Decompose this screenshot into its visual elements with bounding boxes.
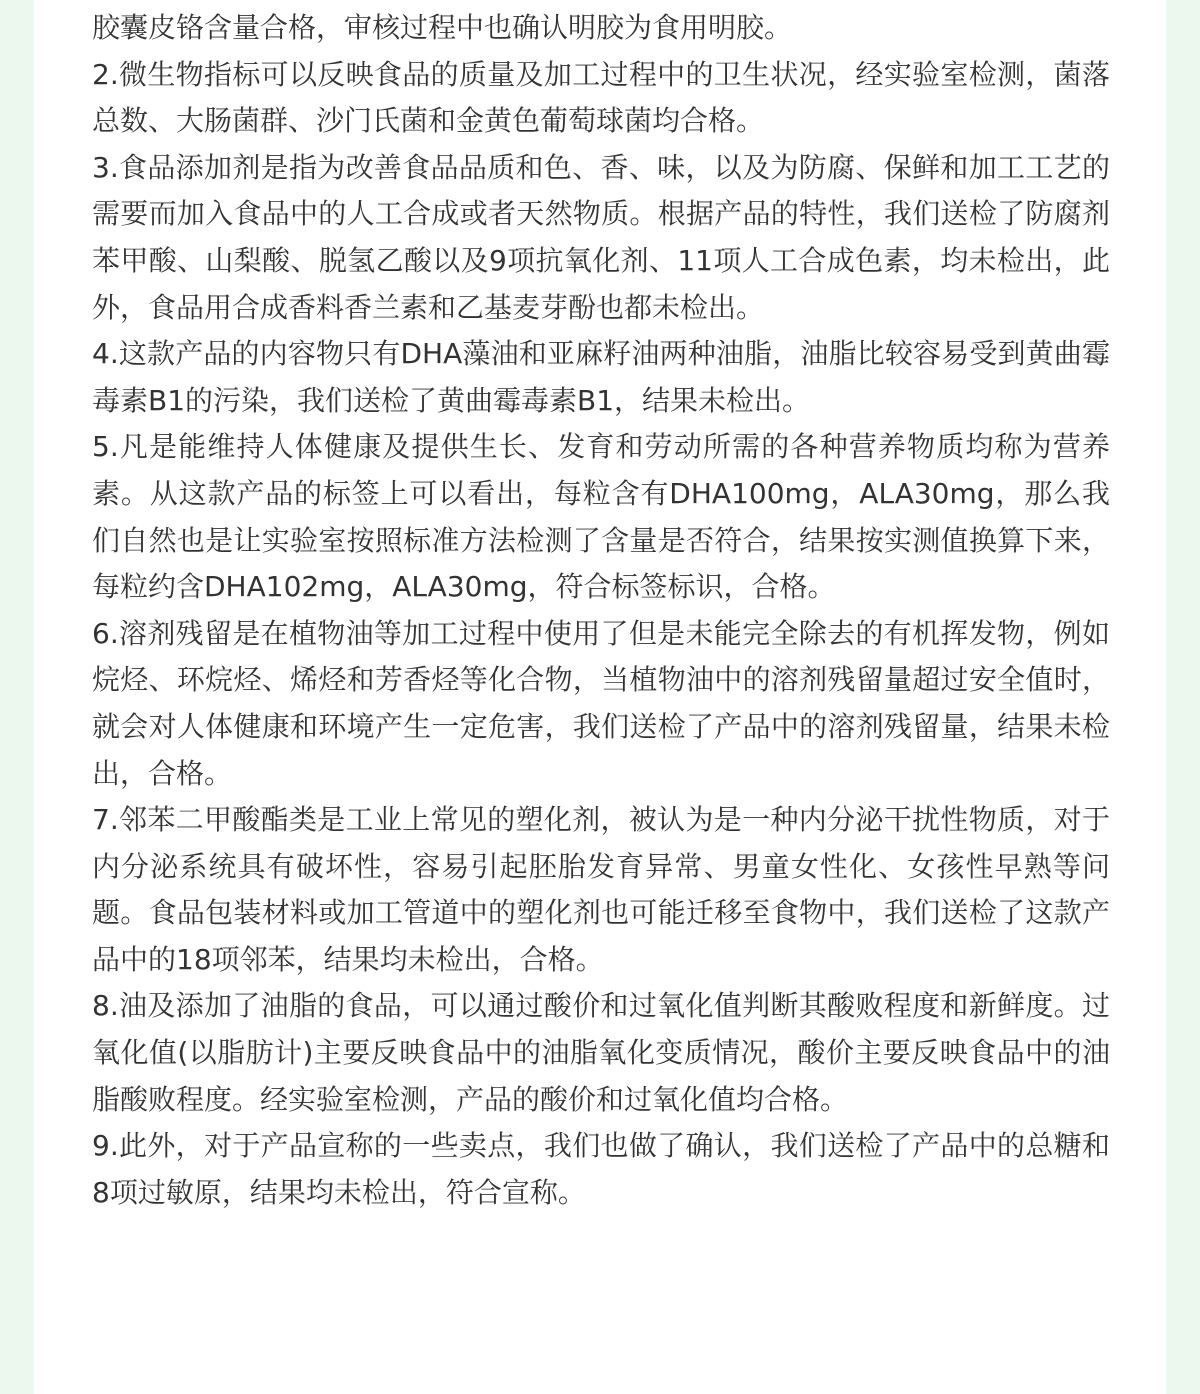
page-frame-right <box>1166 0 1200 1394</box>
paragraph-claims-verification: 9.此外，对于产品宣称的一些卖点，我们也做了确认，我们送检了产品中的总糖和8项过敏原，结果均未检出，符合宣称。 <box>92 1129 1110 1209</box>
paragraph-capsule-chromium: 胶囊皮铬含量合格，审核过程中也确认明胶为食用明胶。 <box>92 11 793 44</box>
article-body <box>92 0 1110 1216</box>
page-frame-left <box>0 0 34 1394</box>
paragraph-food-additives: 3.食品添加剂是指为改善食品品质和色、香、味，以及为防腐、保鲜和加工工艺的需要而加入食品中的人工合成或者天然物质。根据产品的特性，我们送检了防腐剂苯甲酸、山梨酸、脱氢乙酸以及9项抗氧化剂、11项人工合成色素，均未检出，此外，食品用合成香料香兰素和乙基麦芽酚也都未检出。 <box>92 150 1110 324</box>
paragraph-nutrients: 5.凡是能维持人体健康及提供生长、发育和劳动所需的各种营养物质均称为营养素。从这款产品的标签上可以看出，每粒含有DHA100mg，ALA30mg，那么我们自然也是让实验室按照标准方法检测了含量是否符合，结果按实测值换算下来，每粒约含DHA102mg，ALA30mg，符合标签标识，合格。 <box>92 430 1110 604</box>
paragraph-microbial-indicators: 2.微生物指标可以反映食品的质量及加工过程中的卫生状况，经实验室检测，菌落总数、大肠菌群、沙门氏菌和金黄色葡萄球菌均合格。 <box>92 57 1110 138</box>
article-page <box>34 0 1166 1394</box>
paragraph-acid-peroxide: 8.油及添加了油脂的食品，可以通过酸价和过氧化值判断其酸败程度和新鲜度。过氧化值(以脂肪计)主要反映食品中的油脂氧化变质情况，酸价主要反映食品中的油脂酸败程度。经实验室检测，产品的酸价和过氧化值均合格。 <box>92 989 1110 1116</box>
paragraph-aflatoxin: 4.这款产品的内容物只有DHA藻油和亚麻籽油两种油脂，油脂比较容易受到黄曲霉毒素B1的污染，我们送检了黄曲霉毒素B1，结果未检出。 <box>92 337 1110 417</box>
paragraph-solvent-residue: 6.溶剂残留是在植物油等加工过程中使用了但是未能完全除去的有机挥发物，例如烷烃、环烷烃、烯烃和芳香烃等化合物，当植物油中的溶剂残留量超过安全值时，就会对人体健康和环境产生一定危害，我们送检了产品中的溶剂残留量，结果未检出，合格。 <box>92 616 1110 790</box>
paragraph-phthalates: 7.邻苯二甲酸酯类是工业上常见的塑化剂，被认为是一种内分泌干扰性物质，对于内分泌系统具有破坏性，容易引起胚胎发育异常、男童女性化、女孩性早熟等问题。食品包装材料或加工管道中的塑化剂也可能迁移至食物中，我们送检了这款产品中的18项邻苯，结果均未检出，合格。 <box>92 803 1110 976</box>
